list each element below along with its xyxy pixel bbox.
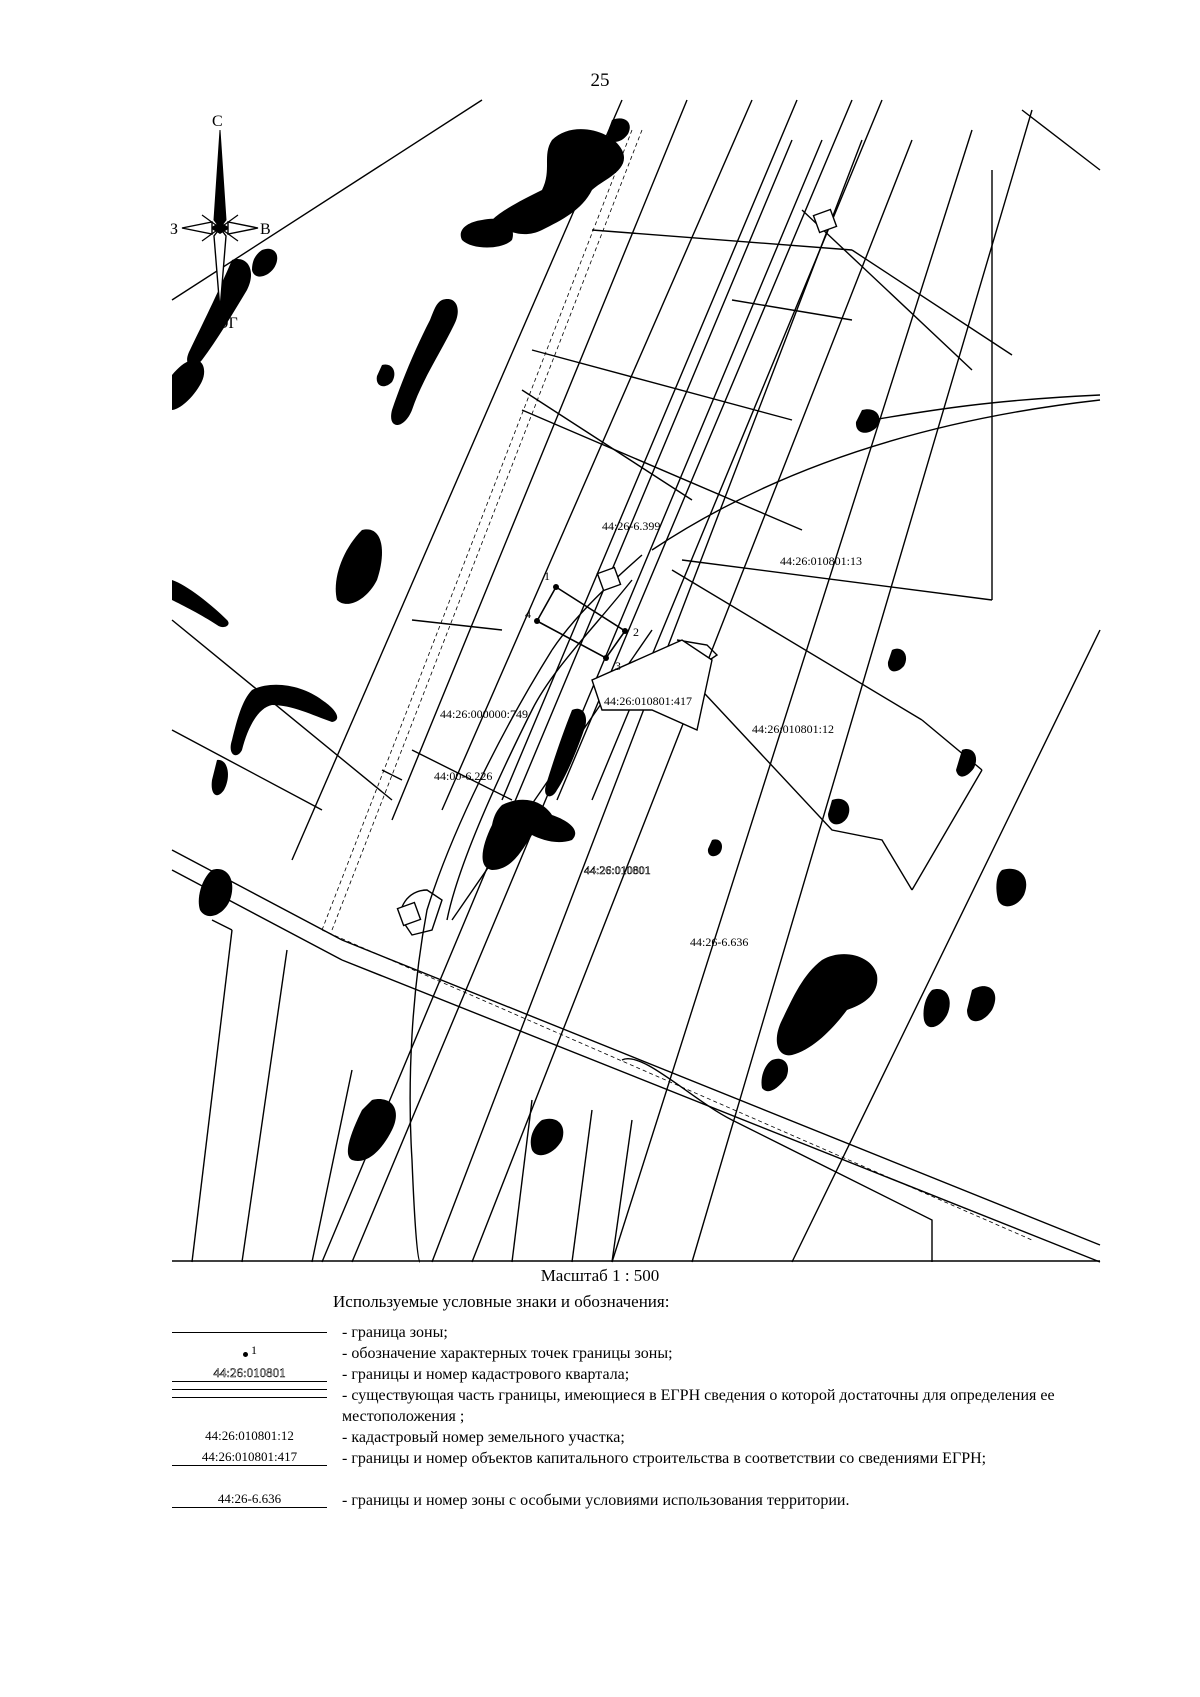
compass-south-label: ЮГ (212, 315, 238, 332)
parcel-label-12: 44:26:010801:12 (752, 722, 835, 736)
zone-label-636: 44:26-6.636 (690, 935, 749, 949)
legend-symbol-parcel (172, 1427, 327, 1448)
legend-item-parcel (172, 1427, 1072, 1448)
vegetation-areas (172, 118, 1026, 1161)
parcel-label-13: 44:26:010801:13 (780, 554, 863, 568)
compass-north-label: С (212, 113, 223, 130)
legend-item-special-zone (172, 1490, 1072, 1511)
boundary-point-1 (553, 584, 559, 590)
legend-symbol-zone-text: 44:26-6.636 (217, 1491, 282, 1506)
legend-title: Используемые условные знаки и обозначения: (333, 1292, 670, 1311)
legend-symbol-dot (172, 1343, 327, 1364)
point-label-2: 2 (633, 625, 639, 639)
map-canvas (172, 110, 1100, 1262)
legend-symbol-quarter-text: 44:26:010801 (213, 1365, 286, 1380)
legend-item-zone-boundary (172, 1322, 1072, 1343)
legend-text: - граница зоны; (342, 1324, 448, 1341)
legend-symbol-zone (172, 1490, 327, 1511)
cadastral-map[interactable] (172, 110, 1100, 1262)
legend-text: - кадастровый номер земельного участка; (342, 1429, 625, 1446)
point-label-1: 1 (544, 569, 550, 583)
boundary-point-3 (603, 655, 609, 661)
legend-symbol-quarter (172, 1364, 327, 1385)
compass-rose (170, 113, 271, 332)
legend-item-existing-boundary (172, 1385, 1072, 1427)
point-label-3: 3 (615, 659, 621, 673)
legend (172, 1322, 1072, 1511)
legend-text: - существующая часть границы, имеющиеся в ЕГРН сведения о которой достаточны для определения ее местоположения ; (342, 1387, 1055, 1425)
compass-north-arrow (214, 130, 226, 228)
zone-label-399: 44:26-6.399 (602, 519, 661, 533)
compass-west-label: З (170, 221, 179, 238)
legend-text: - обозначение характерных точек границы зоны; (342, 1345, 673, 1362)
legend-text: - границы и номер зоны с особыми условиями использования территории. (342, 1492, 850, 1509)
legend-symbol-dot-label: 1 (251, 1343, 257, 1357)
legend-symbol-object (172, 1448, 327, 1469)
boundary-point-4 (534, 618, 540, 624)
quarter-label: 44:26:010801 (584, 863, 651, 877)
page-number: 25 (590, 70, 610, 91)
legend-text: - границы и номер объектов капитального строительства в соответствии со сведениями ЕГРН; (342, 1450, 987, 1467)
object-label-417: 44:26:010801:417 (604, 694, 693, 708)
boundary-point-2 (622, 628, 628, 634)
legend-symbol-line (172, 1322, 327, 1343)
legend-item-quarter (172, 1364, 1072, 1385)
legend-item-object (172, 1448, 1072, 1490)
legend-text: - границы и номер кадастрового квартала; (342, 1366, 630, 1383)
legend-item-points (172, 1343, 1072, 1364)
map-scale: Масштаб 1 : 500 (540, 1266, 660, 1285)
buildings (397, 209, 836, 925)
compass-east-arrow (228, 222, 258, 234)
parcel-label-749: 44:26:000000:749 (440, 707, 529, 721)
zone-label-226: 44:00-6.226 (434, 769, 493, 783)
compass-west-arrow (182, 222, 212, 234)
zone-boundary (537, 587, 625, 658)
boundary-points (534, 584, 628, 661)
point-label-4: 4 (525, 607, 531, 621)
legend-symbol-double-line (172, 1385, 327, 1406)
legend-symbol-parcel-text: 44:26:010801:12 (205, 1428, 294, 1443)
compass-east-label: В (260, 221, 271, 238)
legend-symbol-object-text: 44:26:010801:417 (201, 1449, 298, 1464)
